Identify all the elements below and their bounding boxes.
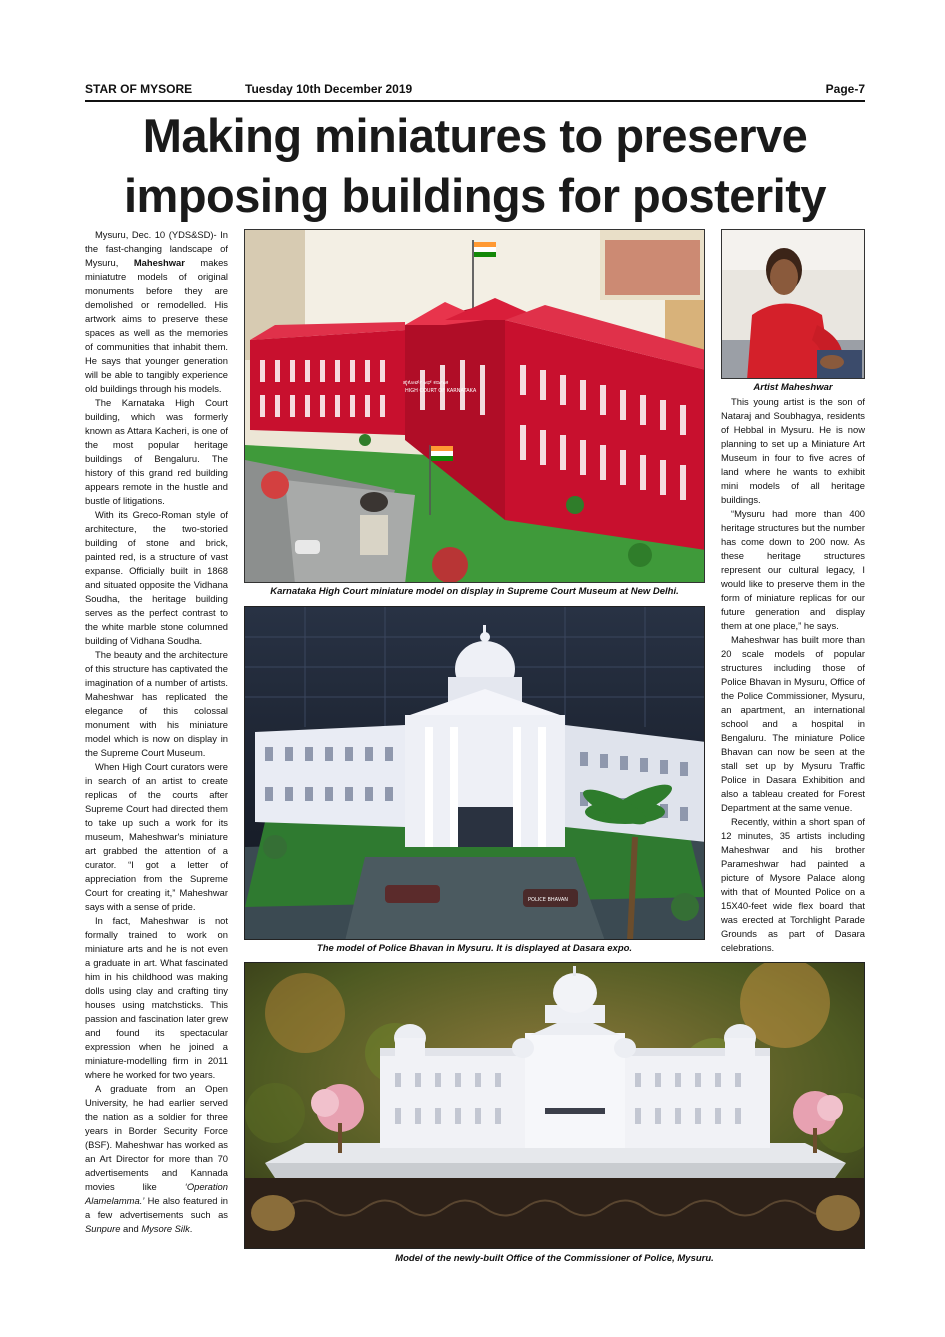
artist-portrait-illustration [722,230,865,379]
issue-date: Tuesday 10th December 2019 [245,82,413,96]
paragraph: A graduate from an Open University, he had earlier served the nation as a soldier for three years in Border Security Force (BSF). Maheshwar has worked as an Art Director for more than 70 advertisements and Kannada movies like ‘Operation Alamelamma.’ He also featured in a few advertisements such as Sunpure and Mysore Silk. [85,1083,228,1234]
police-bhavan-plaque: POLICE BHAVAN [528,897,569,903]
headline-line-1: Making miniatures to preserve [142,109,808,162]
paragraph: When High Court curators were in search of an artist to create replicas of the courts after Supreme Court had directed them to take up such a work for its museum, Maheshwar's miniature art grabbed the attention of a curator. “I got a letter of appreciation from the Supreme Court for creating it,” Maheshwar says with a sense of pride. [85,761,228,912]
police-bhavan-model-illustration [245,607,705,940]
masthead [85,80,865,102]
paragraph: This young artist is the son of Nataraj and Soubhagya, residents of Hebbal in Mysuru. He is now planning to set up a Miniature Art Museum in four to five acres of land where he wants to exhibit mini models of all heritage buildings. [721,396,865,505]
paragraph: Recently, within a short span of 12 minutes, 35 artists including Maheshwar and his brother Parameshwar had painted a picture of Mysore Palace along with that of Mounted Police on a 15X40-feet wide flex board that was erected at Torchlight Parade Grounds as part of Dasara celebrations. [721,816,865,953]
left-column [85,228,228,1236]
headline-line-2: imposing buildings for posterity [123,169,827,222]
commissioner-office-model-illustration [245,963,865,1249]
paragraph: The Karnataka High Court building, which was formerly known as Attara Kacheri, is one of the most popular heritage buildings of Bengaluru. The history of this grand red building appears remote in the hustle and bustle of litigations. [85,397,228,506]
paragraph: “Mysuru had more than 400 heritage structures but the number has come down to 200 now. As these heritage structures represent our cultural legacy, I would like to preserve them in the form of miniature replicas for our future generation and display them at one place,” he says. [721,508,865,631]
high-court-model-illustration [245,230,705,583]
portrait-caption: Artist Maheshwar [753,382,833,393]
brand-name: Sunpure [85,1223,121,1234]
artist-name: Maheshwar [133,257,185,268]
page-number: Page-7 [825,82,865,96]
artist-portrait-photo [721,229,865,379]
paragraph: Mysuru, Dec. 10 (YDS&SD)- In the fast-changing landscape of Mysuru, Maheshwar makes miniatutre models of original monuments before they are demolished or remodelled. His artwork aims to preserve these spaces as well as the memories of communities that inhabit them. He says that younger generation will be able to tangibly experience old buildings through his models. [85,229,228,394]
paragraph: In fact, Maheshwar is not formally trained to work on miniature arts and he is not even a graduate in art. What fascinated him in his childhood was making dolls using clay and crafting tiny houses using matchsticks. This passion and fascination later grew and found its spectacular expression when he joined a miniature-modelling firm in 2011 where he worked for two years. [85,915,228,1080]
right-column [721,395,865,955]
movie-title: ‘Operation Alamelamma.’ [85,1181,228,1206]
brand-name: Mysore Silk [141,1223,190,1234]
paragraph: The beauty and the architecture of this structure has captivated the imagination of a number of artists. Maheshwar has replicated the elegance of this colossal monument with his miniature model which is now on display in the Supreme Court Museum. [85,649,228,758]
paper-name: STAR OF MYSORE [85,82,193,96]
commissioner-office-caption: Model of the newly-built Office of the Commissioner of Police, Mysuru. [395,1253,714,1264]
headline [85,106,865,226]
high-court-caption: Karnataka High Court miniature model on display in Supreme Court Museum at New Delhi. [270,586,679,597]
paragraph: With its Greco-Roman style of architecture, the two-storied building of stone and brick, painted red, is a structure of vast expanse. Officially built in 1868 and situated opposite the Vidhana Soudha, the heritage building serves as the perfect contrast to the white marble stone columned building of Vidhana Soudha. [85,509,228,646]
police-bhavan-caption: The model of Police Bhavan in Mysuru. It is displayed at Dasara expo. [316,943,633,954]
police-bhavan-model-photo [244,606,705,940]
high-court-model-photo [244,229,705,583]
high-court-sign-kannada: ಹೈಕೋರ್ಟ್ ಆಫ್ ಕರ್ನಾಟಕ [403,380,449,386]
paragraph: Maheshwar has built more than 20 scale models of popular structures including those of Police Bhavan in Mysuru, Office of the Police Commissioner, Mysuru, an apartment, an international school and a hospital in Bengaluru. The miniature Police Bhavan can now be seen at the stall set up by Mysuru Traffic Police in Dasara Exhibition and also a tableau created for Forest Department at the same venue. [721,634,865,813]
high-court-sign-english: HIGH COURT OF KARNATAKA [405,388,477,394]
commissioner-office-model-photo [244,962,865,1249]
